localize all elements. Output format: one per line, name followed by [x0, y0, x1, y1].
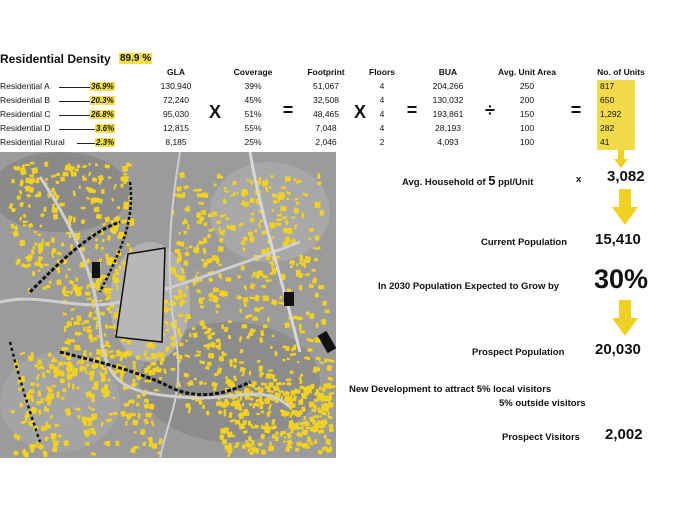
row-label: Residential D — [0, 123, 51, 133]
cell-avg-unit: 250 — [519, 81, 535, 91]
header-bua: BUA — [438, 67, 458, 77]
household-label: Avg. Household of 5 ppl/Unit — [402, 173, 534, 188]
row-leader-line — [59, 115, 90, 116]
cell-avg-unit: 150 — [519, 109, 535, 119]
cell-coverage: 39% — [244, 81, 262, 91]
prospect-visitors-value: 2,002 — [605, 426, 643, 443]
cell-footprint: 32,508 — [313, 95, 339, 105]
header-footprint: Footprint — [307, 67, 345, 77]
cell-bua: 204,266 — [432, 81, 464, 91]
cell-units: 650 — [600, 95, 615, 105]
multiply-operator: X — [353, 102, 366, 122]
header-coverage: Coverage — [233, 67, 273, 77]
row-share-badge: 26.8% — [91, 110, 114, 119]
site-map — [0, 152, 336, 458]
cell-coverage: 45% — [244, 95, 262, 105]
equals-operator: = — [282, 100, 294, 120]
row-label: Residential Rural — [0, 137, 65, 147]
row-share-badge: 2.3% — [96, 138, 115, 147]
current-population-label: Current Population — [481, 237, 568, 248]
cell-gla: 95,030 — [163, 109, 189, 119]
cell-gla: 130,940 — [160, 81, 192, 91]
row-share-badge: 36.9% — [91, 82, 114, 91]
row-leader-line — [59, 129, 95, 130]
cell-floors: 4 — [379, 81, 385, 91]
row-share-badge: 3.6% — [96, 124, 115, 133]
cell-units: 41 — [600, 137, 610, 147]
cell-avg-unit: 100 — [519, 123, 535, 133]
cell-coverage: 55% — [244, 123, 262, 133]
prospect-population-value: 20,030 — [595, 341, 641, 358]
cell-bua: 193,861 — [432, 109, 464, 119]
current-population-value: 15,410 — [595, 231, 641, 248]
cell-gla: 8,185 — [165, 137, 187, 147]
header-floors: Floors — [369, 67, 395, 77]
arrow-down-icon — [614, 150, 628, 168]
growth-label: In 2030 Population Expected to Grow by — [378, 281, 560, 292]
growth-value: 30% — [594, 264, 649, 294]
visitors-note-line2: 5% outside visitors — [499, 398, 586, 409]
cell-floors: 4 — [379, 95, 385, 105]
cell-units: 282 — [600, 123, 615, 133]
row-label: Residential C — [0, 109, 51, 119]
equals-operator: = — [570, 100, 582, 120]
total-units-value: 3,082 — [607, 168, 645, 185]
cell-gla: 72,240 — [163, 95, 189, 105]
header-no-of-units: No. of Units — [597, 67, 645, 77]
cell-units: 1,292 — [600, 109, 622, 119]
arrow-down-icon — [612, 300, 638, 336]
header-gla: GLA — [167, 67, 185, 77]
arrow-down-icon — [612, 189, 638, 225]
header-avg-unit-area: Avg. Unit Area — [498, 67, 556, 77]
prospect-visitors-label: Prospect Visitors — [502, 432, 580, 443]
equals-operator: = — [406, 100, 418, 120]
household-operator: x — [576, 174, 582, 185]
cell-bua: 28,193 — [435, 123, 461, 133]
cell-coverage: 51% — [244, 109, 262, 119]
row-share-badge: 20.3% — [91, 96, 114, 105]
cell-units: 817 — [600, 81, 615, 91]
cell-avg-unit: 200 — [519, 95, 535, 105]
cell-footprint: 48,465 — [313, 109, 339, 119]
cell-footprint: 2,046 — [315, 137, 337, 147]
total-density-badge: 89.9 % — [120, 53, 152, 64]
cell-footprint: 51,067 — [313, 81, 339, 91]
row-leader-line — [59, 87, 90, 88]
cell-avg-unit: 100 — [519, 137, 535, 147]
row-leader-line — [59, 101, 90, 102]
row-label: Residential A — [0, 81, 50, 91]
cell-floors: 4 — [379, 123, 385, 133]
cell-coverage: 25% — [244, 137, 262, 147]
cell-bua: 130,032 — [432, 95, 464, 105]
row-leader-line — [77, 143, 95, 144]
divide-operator: ÷ — [485, 100, 495, 120]
cell-footprint: 7,048 — [315, 123, 337, 133]
page-title: Residential Density — [0, 52, 111, 66]
cell-gla: 12,815 — [163, 123, 189, 133]
row-label: Residential B — [0, 95, 51, 105]
prospect-population-label: Prospect Population — [472, 347, 565, 358]
visitors-note-line1: New Development to attract 5% local visitors — [349, 384, 552, 395]
multiply-operator: X — [208, 102, 221, 122]
cell-floors: 2 — [379, 137, 385, 147]
cell-floors: 4 — [379, 109, 385, 119]
cell-bua: 4,093 — [437, 137, 459, 147]
